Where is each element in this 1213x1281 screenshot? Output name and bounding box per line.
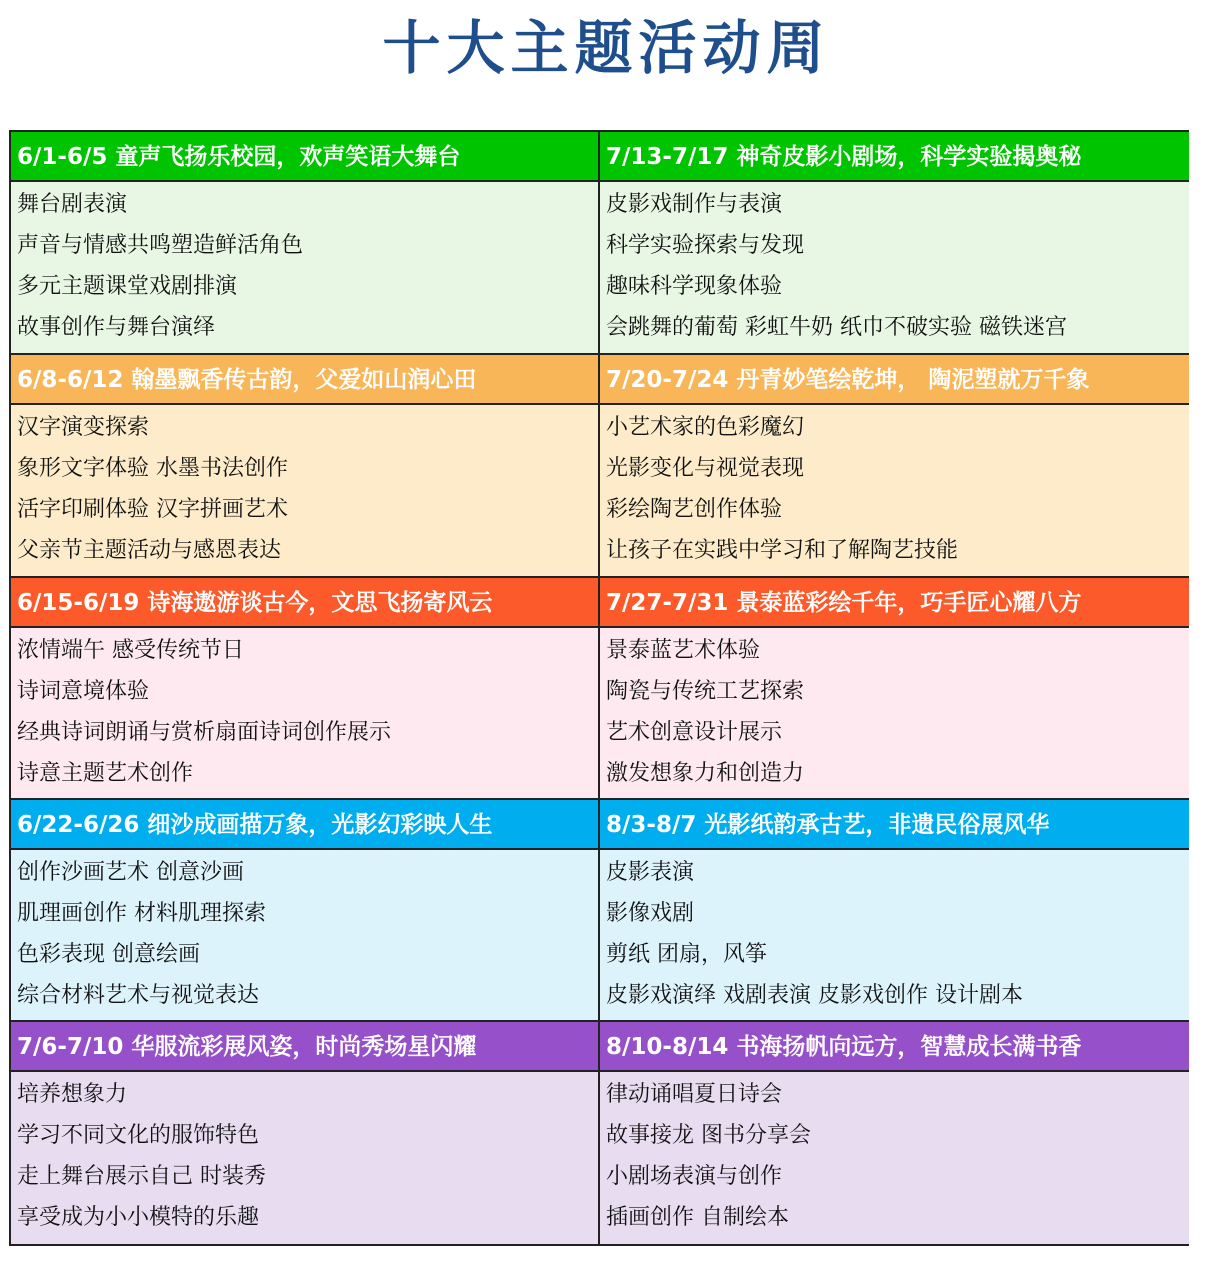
activity-item: 培养想象力 xyxy=(17,1082,128,1107)
activity-item: 汉字演变探索 xyxy=(17,415,150,440)
theme-week-section xyxy=(600,578,1189,800)
activity-list xyxy=(600,405,1189,578)
activity-item: 陶瓷与传统工艺探索 xyxy=(606,679,805,704)
activity-item: 插画创作 自制绘本 xyxy=(606,1205,789,1230)
theme-week-section xyxy=(600,355,1189,578)
theme-week-section xyxy=(600,1022,1189,1244)
theme-week-header: 8/3-8/7 光影纸韵承古艺，非遗民俗展风华 xyxy=(600,800,1189,850)
activity-item: 学习不同文化的服饰特色 xyxy=(17,1123,260,1148)
activity-item: 彩绘陶艺创作体验 xyxy=(606,497,783,522)
theme-week-section xyxy=(11,578,598,800)
activity-item: 艺术创意设计展示 xyxy=(606,720,783,745)
activity-list xyxy=(11,628,598,800)
activity-list xyxy=(11,405,598,578)
activity-item: 综合材料艺术与视觉表达 xyxy=(17,983,260,1008)
activity-item: 会跳舞的葡萄 彩虹牛奶 纸巾不破实验 磁铁迷宫 xyxy=(606,315,1067,340)
theme-week-header: 7/6-7/10 华服流彩展风姿，时尚秀场星闪耀 xyxy=(11,1022,598,1072)
activity-item: 律动诵唱夏日诗会 xyxy=(606,1082,783,1107)
activity-item: 小剧场表演与创作 xyxy=(606,1164,783,1189)
activity-item: 诗意主题艺术创作 xyxy=(17,761,194,786)
activity-list xyxy=(11,850,598,1022)
activity-list xyxy=(11,182,598,355)
activity-item: 光影变化与视觉表现 xyxy=(606,456,805,481)
theme-week-header: 6/8-6/12 翰墨飘香传古韵，父爱如山润心田 xyxy=(11,355,598,405)
theme-week-section xyxy=(11,1022,598,1244)
page-title: 十大主题活动周 xyxy=(382,14,831,82)
activity-list xyxy=(600,850,1189,1022)
activity-item: 让孩子在实践中学习和了解陶艺技能 xyxy=(606,538,959,563)
theme-week-header: 7/13-7/17 神奇皮影小剧场，科学实验揭奥秘 xyxy=(600,132,1189,182)
activity-list xyxy=(600,1072,1189,1244)
activity-list xyxy=(600,628,1189,800)
activity-item: 科学实验探索与发现 xyxy=(606,233,805,258)
theme-week-header: 6/1-6/5 童声飞扬乐校园，欢声笑语大舞台 xyxy=(11,132,598,182)
activity-item: 父亲节主题活动与感恩表达 xyxy=(17,538,282,563)
theme-week-section xyxy=(11,800,598,1022)
activity-item: 激发想象力和创造力 xyxy=(606,761,805,786)
theme-week-header: 7/27-7/31 景泰蓝彩绘千年，巧手匠心耀八方 xyxy=(600,578,1189,628)
activity-item: 小艺术家的色彩魔幻 xyxy=(606,415,805,440)
activity-item: 舞台剧表演 xyxy=(17,192,128,217)
theme-week-section xyxy=(600,800,1189,1022)
theme-week-section xyxy=(11,132,598,355)
activity-item: 诗词意境体验 xyxy=(17,679,150,704)
activity-item: 浓情端午 感受传统节日 xyxy=(17,638,244,663)
activity-item: 皮影戏制作与表演 xyxy=(606,192,783,217)
activity-item: 创作沙画艺术 创意沙画 xyxy=(17,860,244,885)
activity-item: 经典诗词朗诵与赏析扇面诗词创作展示 xyxy=(17,720,392,745)
theme-week-header: 6/22-6/26 细沙成画描万象，光影幻彩映人生 xyxy=(11,800,598,850)
activity-item: 色彩表现 创意绘画 xyxy=(17,942,200,967)
activity-item: 影像戏剧 xyxy=(606,901,695,926)
activity-item: 享受成为小小模特的乐趣 xyxy=(17,1205,260,1230)
activity-item: 故事接龙 图书分享会 xyxy=(606,1123,811,1148)
activity-item: 剪纸 团扇，风筝 xyxy=(606,942,767,967)
activity-list xyxy=(11,1072,598,1244)
theme-week-header: 7/20-7/24 丹青妙笔绘乾坤， 陶泥塑就万千象 xyxy=(600,355,1189,405)
right-column xyxy=(600,132,1189,1244)
theme-week-header: 6/15-6/19 诗海遨游谈古今，文思飞扬寄风云 xyxy=(11,578,598,628)
activity-item: 肌理画创作 材料肌理探索 xyxy=(17,901,266,926)
activity-item: 多元主题课堂戏剧排演 xyxy=(17,274,238,299)
activity-item: 皮影表演 xyxy=(606,860,695,885)
activity-item: 声音与情感共鸣塑造鲜活角色 xyxy=(17,233,304,258)
theme-week-section xyxy=(11,355,598,578)
activity-item: 走上舞台展示自己 时装秀 xyxy=(17,1164,266,1189)
activity-item: 活字印刷体验 汉字拼画艺术 xyxy=(17,497,288,522)
left-column xyxy=(11,132,600,1244)
activity-item: 景泰蓝艺术体验 xyxy=(606,638,761,663)
activity-list xyxy=(600,182,1189,355)
theme-weeks-table xyxy=(9,130,1189,1246)
theme-week-header: 8/10-8/14 书海扬帆向远方，智慧成长满书香 xyxy=(600,1022,1189,1072)
activity-item: 皮影戏演绎 戏剧表演 皮影戏创作 设计剧本 xyxy=(606,983,1023,1008)
activity-item: 故事创作与舞台演绎 xyxy=(17,315,216,340)
activity-item: 趣味科学现象体验 xyxy=(606,274,783,299)
activity-item: 象形文字体验 水墨书法创作 xyxy=(17,456,288,481)
theme-week-section xyxy=(600,132,1189,355)
